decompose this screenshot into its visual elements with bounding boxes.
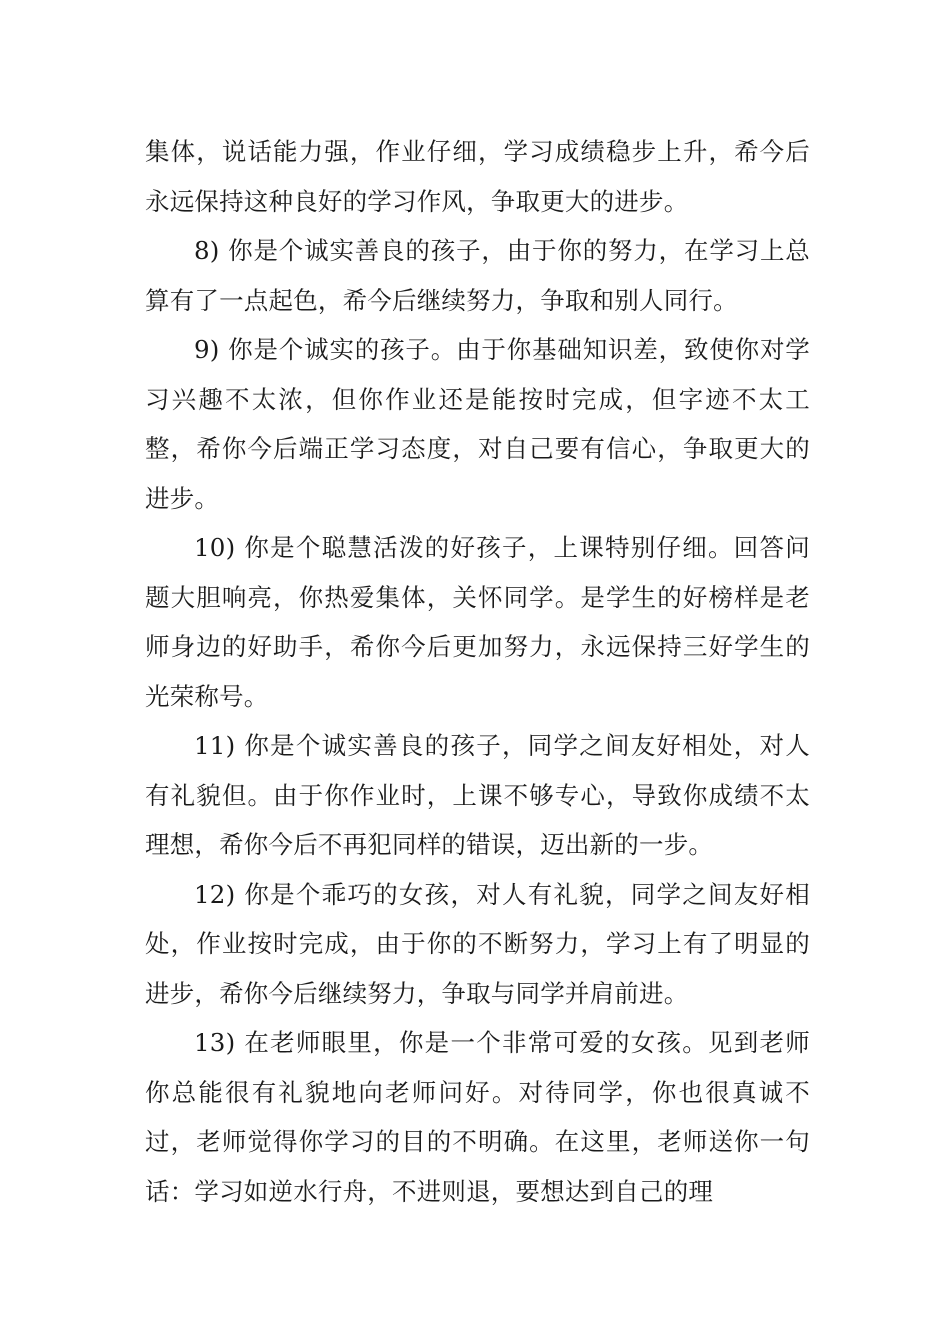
paragraph-comment-8: 8) 你是个诚实善良的孩子，由于你的努力，在学习上总算有了一点起色，希今后继续努力，争取和别人同行。 bbox=[145, 236, 810, 315]
paragraph-continuation: 集体，说话能力强，作业仔细，学习成绩稳步上升，希今后永远保持这种良好的学习作风，争取更大的进步。 bbox=[145, 137, 810, 216]
paragraph-comment-13: 13) 在老师眼里，你是一个非常可爱的女孩。见到老师你总能很有礼貌地向老师问好。对待同学，你也很真诚不过，老师觉得你学习的目的不明确。在这里，老师送你一句话：学习如逆水行舟，不进则退，要想达到自己的理 bbox=[145, 1028, 810, 1206]
paragraph-comment-12: 12) 你是个乖巧的女孩，对人有礼貌，同学之间友好相处，作业按时完成，由于你的不断努力，学习上有了明显的进步，希你今后继续努力，争取与同学并肩前进。 bbox=[145, 879, 810, 1008]
paragraph-comment-9: 9) 你是个诚实的孩子。由于你基础知识差，致使你对学习兴趣不太浓，但你作业还是能按时完成，但字迹不太工整，希你今后端正学习态度，对自己要有信心，争取更大的进步。 bbox=[145, 335, 810, 513]
paragraph-comment-10: 10) 你是个聪慧活泼的好孩子，上课特别仔细。回答问题大胆响亮，你热爱集体，关怀同学。是学生的好榜样是老师身边的好助手，希你今后更加努力，永远保持三好学生的光荣称号。 bbox=[145, 533, 810, 711]
paragraph-comment-11: 11) 你是个诚实善良的孩子，同学之间友好相处，对人有礼貌但。由于你作业时，上课不够专心，导致你成绩不太理想，希你今后不再犯同样的错误，迈出新的一步。 bbox=[145, 731, 810, 859]
document-body bbox=[145, 127, 810, 1216]
